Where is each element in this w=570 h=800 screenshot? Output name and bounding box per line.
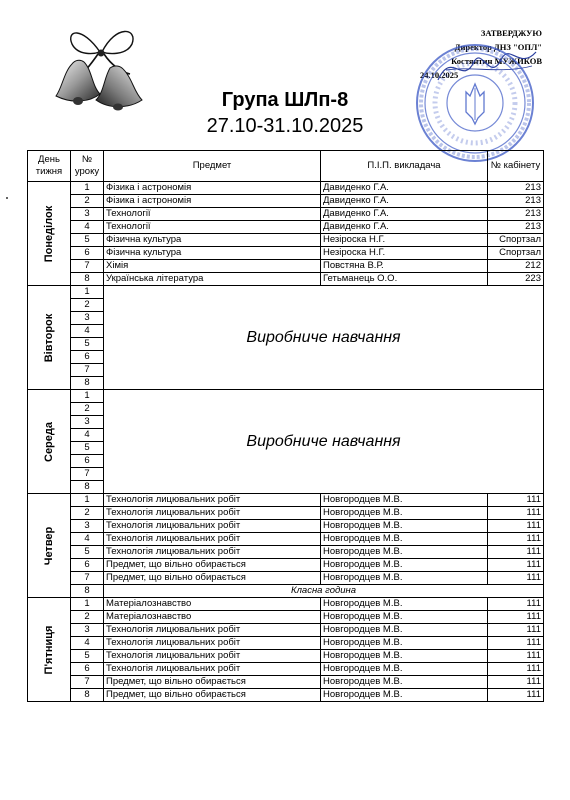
lesson-number: 5 bbox=[71, 546, 104, 559]
header-lesson: № уроку bbox=[71, 151, 104, 182]
room-cell: 111 bbox=[488, 689, 544, 702]
teacher-cell: Новгородцев М.В. bbox=[321, 533, 488, 546]
subject-cell: Хімія bbox=[104, 260, 321, 273]
subject-cell: Технологія лицювальних робіт bbox=[104, 637, 321, 650]
subject-cell: Фізика і астрономія bbox=[104, 182, 321, 195]
lesson-number: 1 bbox=[71, 494, 104, 507]
lesson-number: 8 bbox=[71, 377, 104, 390]
scan-speck bbox=[6, 197, 8, 199]
teacher-cell: Новгородцев М.В. bbox=[321, 676, 488, 689]
teacher-cell: Новгородцев М.В. bbox=[321, 494, 488, 507]
teacher-cell: Новгородцев М.В. bbox=[321, 689, 488, 702]
room-cell: 111 bbox=[488, 494, 544, 507]
subject-cell: Технології bbox=[104, 208, 321, 221]
teacher-cell: Новгородцев М.В. bbox=[321, 572, 488, 585]
day-name: П'ятниця bbox=[43, 625, 55, 674]
lesson-number: 8 bbox=[71, 273, 104, 286]
subject-cell: Матеріалознавство bbox=[104, 598, 321, 611]
subject-cell: Українська література bbox=[104, 273, 321, 286]
table-row bbox=[28, 533, 544, 546]
lesson-number: 4 bbox=[71, 533, 104, 546]
day-name: Понеділок bbox=[43, 205, 55, 262]
lesson-number: 4 bbox=[71, 325, 104, 338]
subject-cell: Технологія лицювальних робіт bbox=[104, 546, 321, 559]
subject-cell: Технологія лицювальних робіт bbox=[104, 520, 321, 533]
subject-cell: Технології bbox=[104, 221, 321, 234]
table-row bbox=[28, 286, 544, 299]
day-cell bbox=[28, 182, 71, 286]
lesson-number: 2 bbox=[71, 195, 104, 208]
table-row bbox=[28, 390, 544, 403]
production-training-cell: Виробниче навчання bbox=[104, 286, 544, 390]
lesson-number: 7 bbox=[71, 364, 104, 377]
subject-cell: Технологія лицювальних робіт bbox=[104, 533, 321, 546]
day-cell bbox=[28, 598, 71, 702]
page-title: Група ШЛп-8 bbox=[221, 89, 349, 111]
lesson-number: 2 bbox=[71, 403, 104, 416]
teacher-cell: Повстяна В.Р. bbox=[321, 260, 488, 273]
schedule-table bbox=[27, 150, 544, 702]
teacher-cell: Давиденко Г.А. bbox=[321, 182, 488, 195]
day-cell bbox=[28, 390, 71, 494]
header-teacher: П.І.П. викладача bbox=[321, 151, 488, 182]
subject-cell: Предмет, що вільно обирається bbox=[104, 689, 321, 702]
bells-icon bbox=[52, 22, 148, 112]
lesson-number: 6 bbox=[71, 247, 104, 260]
lesson-number: 3 bbox=[71, 208, 104, 221]
lesson-number: 2 bbox=[71, 507, 104, 520]
lesson-number: 7 bbox=[71, 676, 104, 689]
room-cell: 213 bbox=[488, 182, 544, 195]
lesson-number: 7 bbox=[71, 468, 104, 481]
room-cell: 212 bbox=[488, 260, 544, 273]
lesson-number: 8 bbox=[71, 689, 104, 702]
room-cell: 111 bbox=[488, 637, 544, 650]
teacher-cell: Новгородцев М.В. bbox=[321, 637, 488, 650]
lesson-number: 2 bbox=[71, 611, 104, 624]
room-cell: 111 bbox=[488, 676, 544, 689]
lesson-number: 7 bbox=[71, 572, 104, 585]
room-cell: 111 bbox=[488, 533, 544, 546]
subject-cell: Фізична культура bbox=[104, 247, 321, 260]
room-cell: 111 bbox=[488, 520, 544, 533]
day-cell bbox=[28, 286, 71, 390]
teacher-cell: Гетьманець О.О. bbox=[321, 273, 488, 286]
room-cell: 111 bbox=[488, 650, 544, 663]
table-row bbox=[28, 546, 544, 559]
table-row bbox=[28, 260, 544, 273]
room-cell: 213 bbox=[488, 195, 544, 208]
table-row bbox=[28, 637, 544, 650]
lesson-number: 3 bbox=[71, 520, 104, 533]
table-row bbox=[28, 572, 544, 585]
table-row bbox=[28, 650, 544, 663]
lesson-number: 4 bbox=[71, 221, 104, 234]
day-name: Вівторок bbox=[43, 313, 55, 362]
table-row bbox=[28, 494, 544, 507]
approval-date: 24.10.2025 bbox=[420, 70, 459, 80]
table-row bbox=[28, 598, 544, 611]
lesson-number: 3 bbox=[71, 624, 104, 637]
day-name: Середа bbox=[43, 421, 55, 462]
header-room: № кабінету bbox=[488, 151, 544, 182]
subject-cell: Предмет, що вільно обирається bbox=[104, 572, 321, 585]
room-cell: 223 bbox=[488, 273, 544, 286]
teacher-cell: Новгородцев М.В. bbox=[321, 598, 488, 611]
subject-cell: Фізика і астрономія bbox=[104, 195, 321, 208]
teacher-cell: Новгородцев М.В. bbox=[321, 624, 488, 637]
table-row bbox=[28, 585, 544, 598]
lesson-number: 5 bbox=[71, 442, 104, 455]
room-cell: 213 bbox=[488, 208, 544, 221]
table-row bbox=[28, 624, 544, 637]
room-cell: 111 bbox=[488, 546, 544, 559]
lesson-number: 8 bbox=[71, 585, 104, 598]
day-name: Четвер bbox=[43, 526, 55, 565]
subject-cell: Технологія лицювальних робіт bbox=[104, 624, 321, 637]
class-hour-cell: Класна година bbox=[104, 585, 544, 598]
table-row bbox=[28, 273, 544, 286]
approval-line-3: Костянтин МУЖИКОВ bbox=[451, 56, 542, 66]
lesson-number: 6 bbox=[71, 559, 104, 572]
table-row bbox=[28, 507, 544, 520]
lesson-number: 7 bbox=[71, 260, 104, 273]
official-seal-icon bbox=[414, 42, 536, 164]
lesson-number: 6 bbox=[71, 663, 104, 676]
teacher-cell: Новгородцев М.В. bbox=[321, 611, 488, 624]
subject-cell: Технологія лицювальних робіт bbox=[104, 650, 321, 663]
approval-line-1: ЗАТВЕРДЖУЮ bbox=[480, 28, 542, 38]
lesson-number: 1 bbox=[71, 286, 104, 299]
production-training-cell: Виробниче навчання bbox=[104, 390, 544, 494]
room-cell: 111 bbox=[488, 598, 544, 611]
subject-cell: Технологія лицювальних робіт bbox=[104, 494, 321, 507]
teacher-cell: Давиденко Г.А. bbox=[321, 221, 488, 234]
table-row bbox=[28, 247, 544, 260]
teacher-cell: Давиденко Г.А. bbox=[321, 195, 488, 208]
header-subject: Предмет bbox=[104, 151, 321, 182]
teacher-cell: Давиденко Г.А. bbox=[321, 208, 488, 221]
room-cell: 213 bbox=[488, 221, 544, 234]
lesson-number: 2 bbox=[71, 299, 104, 312]
room-cell: 111 bbox=[488, 624, 544, 637]
lesson-number: 6 bbox=[71, 351, 104, 364]
table-row bbox=[28, 611, 544, 624]
table-row bbox=[28, 234, 544, 247]
lesson-number: 4 bbox=[71, 429, 104, 442]
room-cell: 111 bbox=[488, 611, 544, 624]
teacher-cell: Новгородцев М.В. bbox=[321, 507, 488, 520]
table-row bbox=[28, 676, 544, 689]
approval-line-2: Директор ДНЗ "ОПЛ" bbox=[454, 42, 542, 52]
lesson-number: 3 bbox=[71, 312, 104, 325]
lesson-number: 5 bbox=[71, 234, 104, 247]
subject-cell: Предмет, що вільно обирається bbox=[104, 676, 321, 689]
subject-cell: Технологія лицювальних робіт bbox=[104, 663, 321, 676]
lesson-number: 5 bbox=[71, 338, 104, 351]
subject-cell: Фізична культура bbox=[104, 234, 321, 247]
lesson-number: 3 bbox=[71, 416, 104, 429]
lesson-number: 1 bbox=[71, 598, 104, 611]
subject-cell: Предмет, що вільно обирається bbox=[104, 559, 321, 572]
room-cell: 111 bbox=[488, 507, 544, 520]
subject-cell: Технологія лицювальних робіт bbox=[104, 507, 321, 520]
lesson-number: 4 bbox=[71, 637, 104, 650]
table-row bbox=[28, 208, 544, 221]
day-cell bbox=[28, 494, 71, 598]
lesson-number: 6 bbox=[71, 455, 104, 468]
table-row bbox=[28, 663, 544, 676]
teacher-cell: Новгородцев М.В. bbox=[321, 546, 488, 559]
lesson-number: 1 bbox=[71, 390, 104, 403]
table-row bbox=[28, 182, 544, 195]
lesson-number: 8 bbox=[71, 481, 104, 494]
room-cell: 111 bbox=[488, 559, 544, 572]
teacher-cell: Незіроска Н.Г. bbox=[321, 247, 488, 260]
teacher-cell: Новгородцев М.В. bbox=[321, 559, 488, 572]
subject-cell: Матеріалознавство bbox=[104, 611, 321, 624]
room-cell: 111 bbox=[488, 663, 544, 676]
header-day: День тижня bbox=[28, 151, 71, 182]
lesson-number: 1 bbox=[71, 182, 104, 195]
table-row bbox=[28, 559, 544, 572]
table-row bbox=[28, 689, 544, 702]
teacher-cell: Новгородцев М.В. bbox=[321, 520, 488, 533]
room-cell: Спортзал bbox=[488, 247, 544, 260]
lesson-number: 5 bbox=[71, 650, 104, 663]
table-header-row bbox=[28, 151, 544, 182]
table-row bbox=[28, 520, 544, 533]
teacher-cell: Новгородцев М.В. bbox=[321, 650, 488, 663]
room-cell: Спортзал bbox=[488, 234, 544, 247]
room-cell: 111 bbox=[488, 572, 544, 585]
teacher-cell: Новгородцев М.В. bbox=[321, 663, 488, 676]
teacher-cell: Незіроска Н.Г. bbox=[321, 234, 488, 247]
table-row bbox=[28, 195, 544, 208]
table-row bbox=[28, 221, 544, 234]
schedule-dates: 27.10-31.10.2025 bbox=[206, 115, 364, 137]
